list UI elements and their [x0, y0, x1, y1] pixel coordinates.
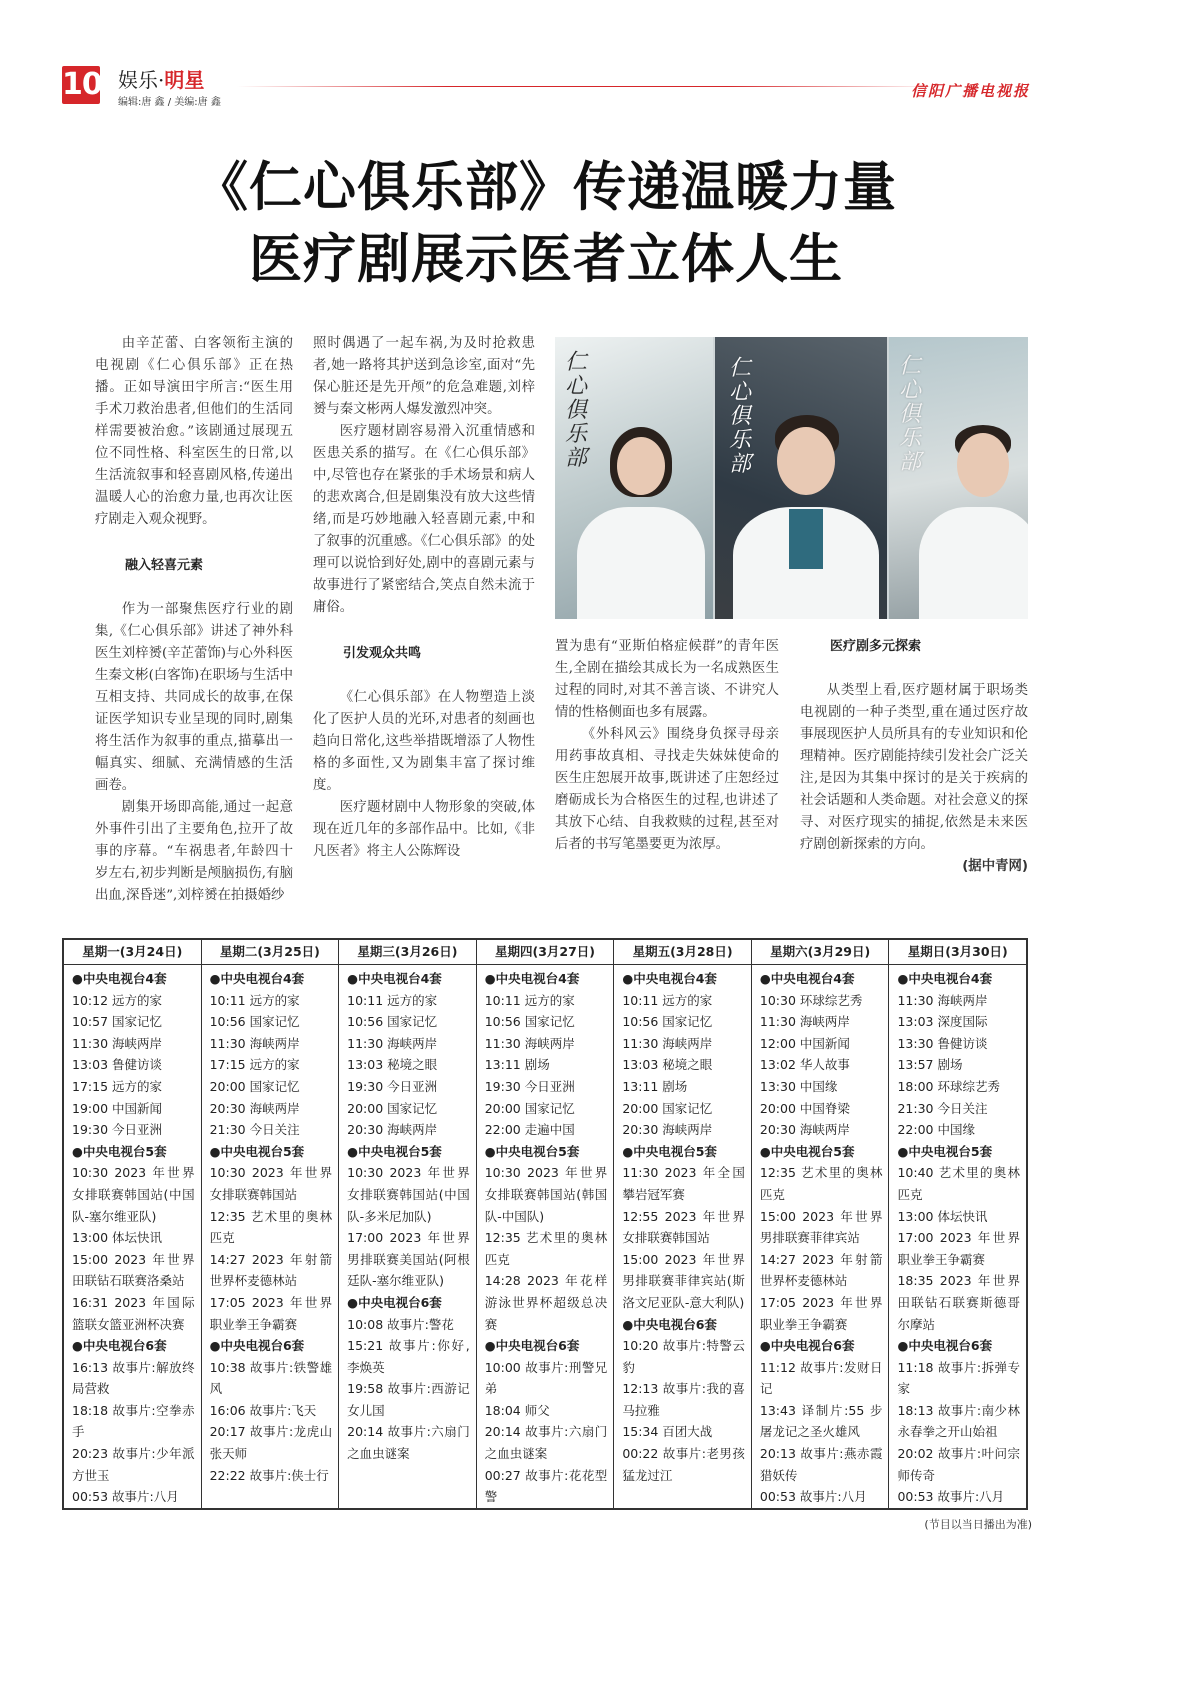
program-entry: 10:40 艺术里的奥林匹克 — [897, 1165, 1021, 1202]
program-entry: 20:00 国家记忆 — [347, 1100, 438, 1116]
program-entry: 10:20 故事片:特警云豹 — [622, 1338, 745, 1375]
schedule-day-column — [202, 940, 340, 1508]
program-entry: 13:11 剧场 — [622, 1078, 688, 1094]
program-entry: 13:03 深度国际 — [897, 1014, 988, 1030]
poster-title: 仁心俱乐部 — [729, 356, 752, 477]
program-entry: 00:53 故事片:八月 — [897, 1489, 1005, 1505]
article-paragraph: 照时偶遇了一起车祸,为及时抢救患者,她一路将其护送到急诊室,面对“先保心脏还是先开颅”的危急难题,刘梓赟与秦文彬两人爆发激烈冲突。 — [313, 336, 535, 417]
article-column-2 — [313, 333, 535, 863]
program-entry: 20:00 国家记忆 — [209, 1078, 300, 1094]
section-name: 娱乐 — [118, 68, 158, 92]
channel-heading: ●中央电视台6套 — [759, 1338, 855, 1354]
program-entry: 10:56 国家记忆 — [347, 1014, 438, 1030]
program-entry: 10:11 远方的家 — [209, 992, 300, 1008]
program-entry: 10:30 2023 年世界女排联赛韩国站(韩国队-中国队) — [484, 1165, 608, 1224]
program-entry: 18:04 师父 — [484, 1402, 550, 1418]
program-entry: 13:00 体坛快讯 — [72, 1230, 162, 1246]
program-entry: 20:30 海峡两岸 — [347, 1122, 438, 1138]
schedule-day-column — [339, 940, 477, 1508]
program-entry: 19:30 今日亚洲 — [72, 1122, 162, 1138]
program-entry: 11:30 海峡两岸 — [209, 1035, 300, 1051]
program-entry: 11:12 故事片:发财日记 — [759, 1359, 883, 1397]
article-column-4 — [800, 636, 1028, 878]
program-entry: 00:53 故事片:八月 — [72, 1489, 179, 1505]
schedule-footnote: (节目以当日播出为准) — [924, 1518, 1032, 1531]
headline-line-1: 《仁心俱乐部》传递温暖力量 — [195, 157, 897, 218]
article-paragraph: 《外科风云》围绕身负探寻母亲用药事故真相、寻找走失妹妹使命的医生庄恕展开故事,既讲述了庄恕经过磨砺成长为合格医生的过程,也讲述了其放下心结、自我救赎的过程,甚至对后者的书写笔墨要更为浓厚。 — [555, 727, 779, 852]
program-entry: 18:18 故事片:空拳赤手 — [72, 1402, 195, 1440]
program-entry: 13:30 中国缘 — [759, 1078, 838, 1094]
program-entry: 10:08 故事片:警花 — [347, 1316, 454, 1332]
program-entry: 13:03 秘境之眼 — [622, 1057, 713, 1073]
program-entry: 15:00 2023 年世界男排联赛菲律宾站 — [759, 1208, 883, 1246]
channel-heading: ●中央电视台5套 — [72, 1143, 167, 1159]
section-title — [118, 64, 204, 93]
program-entry: 10:30 2023 年世界女排联赛韩国站 — [209, 1165, 333, 1202]
article-paragraph: 剧集开场即高能,通过一起意外事件引出了主要角色,拉开了故事的序幕。“车祸患者,年龄四十岁左右,初步判断是颅脑损伤,有脑出血,深昏迷”,刘梓赟在拍摄婚纱 — [95, 800, 293, 903]
channel-heading: ●中央电视台4套 — [897, 971, 993, 986]
figure-face — [957, 433, 1009, 497]
program-entry: 21:30 今日关注 — [209, 1122, 300, 1138]
program-entry: 17:05 2023 年世界职业拳王争霸赛 — [209, 1294, 333, 1332]
program-entry: 12:00 中国新闻 — [759, 1035, 850, 1051]
schedule-day-column — [614, 940, 752, 1508]
program-entry: 00:27 故事片:花花型警 — [484, 1467, 608, 1505]
program-entry: 11:30 海峡两岸 — [72, 1035, 162, 1051]
article-column-1 — [95, 333, 293, 907]
program-entry: 12:35 艺术里的奥林匹克 — [484, 1230, 608, 1267]
program-entry: 19:00 中国新闻 — [72, 1100, 162, 1116]
program-entry: 10:30 2023 年世界女排联赛韩国站(中国队-塞尔维亚队) — [72, 1165, 195, 1224]
program-entry: 20:23 故事片:少年派方世玉 — [72, 1446, 195, 1483]
schedule-day-header: 星期三(3月26日) — [339, 940, 476, 965]
schedule-day-column — [477, 940, 615, 1508]
article-paragraph: 作为一部聚焦医疗行业的剧集,《仁心俱乐部》讲述了神外科医生刘梓赟(辛芷蕾饰)与心外科医生秦文彬(白客饰)在职场与生活中互相支持、共同成长的故事,在保证医学知识专业呈现的同时,剧集将生活作为叙事的重点,描摹出一幅真实、细腻、充满情感的生活画卷。 — [95, 602, 293, 793]
program-entry: 17:15 远方的家 — [72, 1078, 162, 1094]
program-entry: 20:13 故事片:燕赤霞猎妖传 — [759, 1446, 883, 1483]
poster-panel-3 — [889, 337, 1028, 619]
article-paragraph: 由辛芷蕾、白客领衔主演的电视剧《仁心俱乐部》正在热播。正如导演田宇所言:“医生用手术刀救治患者,但他们的生活同样需要被治愈。”该剧通过展现五位不同性格、科室医生的日常,以生活流叙事和轻喜剧风格,传递出温暖人心的治愈力量,也再次让医疗剧走入观众视野。 — [95, 336, 293, 527]
program-entry: 20:02 故事片:叶问宗师传奇 — [897, 1446, 1021, 1483]
figure-face — [777, 427, 835, 495]
schedule-day-listing — [614, 965, 751, 1486]
channel-heading: ●中央电视台4套 — [622, 971, 717, 986]
schedule-day-listing — [889, 965, 1026, 1508]
schedule-day-listing — [477, 965, 614, 1508]
program-entry: 17:00 2023 年世界职业拳王争霸赛 — [897, 1230, 1021, 1267]
program-entry: 12:55 2023 年世界女排联赛韩国站 — [622, 1208, 745, 1246]
schedule-day-listing — [339, 965, 476, 1465]
schedule-day-header: 星期日(3月30日) — [889, 940, 1026, 965]
poster-panel-1 — [555, 337, 713, 619]
program-entry: 11:30 海峡两岸 — [759, 1014, 850, 1030]
program-entry: 16:13 故事片:解放终局营救 — [72, 1359, 195, 1397]
program-entry: 20:14 故事片:六扇门之血虫谜案 — [347, 1424, 470, 1462]
section-subname: 明星 — [164, 68, 205, 92]
editor-credits: 编辑:唐 鑫 / 美编:唐 鑫 — [118, 97, 221, 108]
drama-poster-photo — [555, 337, 1028, 619]
program-entry: 15:21 故事片:你好,李焕英 — [347, 1338, 470, 1375]
section-separator: · — [158, 68, 165, 92]
program-entry: 22:00 中国缘 — [897, 1122, 975, 1138]
program-entry: 14:27 2023 年射箭世界杯麦德林站 — [209, 1251, 333, 1289]
program-entry: 20:00 中国脊梁 — [759, 1100, 850, 1116]
program-entry: 15:00 2023 年世界男排联赛菲律宾站(斯洛文尼亚队-意大利队) — [622, 1251, 745, 1310]
program-entry: 10:11 远方的家 — [484, 992, 575, 1008]
channel-heading: ●中央电视台4套 — [484, 971, 580, 986]
figure-face — [617, 437, 665, 495]
program-entry: 11:30 海峡两岸 — [484, 1035, 575, 1051]
channel-heading: ●中央电视台5套 — [759, 1143, 855, 1159]
channel-heading: ●中央电视台4套 — [347, 971, 442, 986]
program-entry: 20:00 国家记忆 — [484, 1100, 575, 1116]
channel-heading: ●中央电视台4套 — [209, 971, 305, 986]
program-entry: 15:34 百团大战 — [622, 1424, 713, 1440]
program-entry: 13:57 剧场 — [897, 1057, 963, 1073]
program-entry: 11:30 海峡两岸 — [897, 992, 988, 1008]
article-paragraph: 医疗题材剧中人物形象的突破,体现在近几年的多部作品中。比如,《非凡医者》将主人公陈辉设 — [313, 800, 535, 859]
channel-heading: ●中央电视台6套 — [484, 1338, 580, 1354]
schedule-day-listing — [202, 965, 339, 1486]
channel-heading: ●中央电视台6套 — [347, 1294, 442, 1310]
channel-heading: ●中央电视台6套 — [72, 1338, 167, 1354]
channel-heading: ●中央电视台6套 — [897, 1338, 993, 1354]
program-entry: 18:35 2023 年世界田联钻石联赛斯德哥尔摩站 — [897, 1273, 1021, 1332]
channel-heading: ●中央电视台5套 — [347, 1143, 442, 1159]
program-entry: 20:30 海峡两岸 — [209, 1100, 300, 1116]
program-entry: 11:30 海峡两岸 — [347, 1035, 438, 1051]
schedule-day-header: 星期一(3月24日) — [64, 940, 201, 965]
article-source: (据中青网) — [962, 859, 1028, 874]
schedule-day-column — [752, 940, 890, 1508]
program-entry: 11:30 海峡两岸 — [622, 1035, 713, 1051]
program-entry: 10:30 环球综艺秀 — [759, 992, 863, 1008]
channel-heading: ●中央电视台6套 — [622, 1316, 717, 1332]
program-entry: 10:38 故事片:铁警雄风 — [209, 1359, 333, 1397]
program-entry: 20:00 国家记忆 — [622, 1100, 713, 1116]
program-entry: 16:31 2023 年国际篮联女篮亚洲杯决赛 — [72, 1294, 195, 1332]
newspaper-name: 信阳广播电视报 — [910, 82, 1030, 100]
program-entry: 10:11 远方的家 — [347, 992, 438, 1008]
schedule-day-header: 星期四(3月27日) — [477, 940, 614, 965]
program-entry: 12:35 艺术里的奥林匹克 — [209, 1208, 333, 1246]
program-entry: 22:00 走遍中国 — [484, 1122, 575, 1138]
channel-heading: ●中央电视台5套 — [622, 1143, 717, 1159]
program-entry: 10:56 国家记忆 — [622, 1014, 713, 1030]
channel-heading: ●中央电视台5套 — [484, 1143, 580, 1159]
program-entry: 21:30 今日关注 — [897, 1100, 988, 1116]
program-entry: 13:00 体坛快讯 — [897, 1208, 988, 1224]
program-entry: 20:14 故事片:六扇门之血虫谜案 — [484, 1424, 608, 1462]
program-entry: 18:00 环球综艺秀 — [897, 1078, 1000, 1094]
headline — [62, 152, 1030, 296]
program-entry: 19:58 故事片:西游记女儿国 — [347, 1381, 470, 1418]
article-subhead: 融入轻喜元素 — [125, 558, 204, 573]
schedule-day-listing — [64, 965, 201, 1508]
program-entry: 13:11 剧场 — [484, 1057, 550, 1073]
program-entry: 19:30 今日亚洲 — [484, 1078, 575, 1094]
channel-heading: ●中央电视台5套 — [209, 1143, 305, 1159]
program-entry: 10:11 远方的家 — [622, 992, 713, 1008]
program-entry: 10:56 国家记忆 — [484, 1014, 575, 1030]
program-entry: 17:00 2023 年世界男排联赛美国站(阿根廷队-塞尔维亚队) — [347, 1230, 470, 1289]
schedule-day-column — [64, 940, 202, 1508]
page-header — [62, 62, 1030, 110]
channel-heading: ●中央电视台4套 — [72, 971, 167, 986]
channel-heading: ●中央电视台6套 — [209, 1338, 305, 1354]
schedule-day-header: 星期二(3月25日) — [202, 940, 339, 965]
program-entry: 18:13 故事片:南少林永春拳之开山始祖 — [897, 1402, 1021, 1440]
program-entry: 14:28 2023 年花样游泳世界杯超级总决赛 — [484, 1273, 608, 1332]
article-subhead: 医疗剧多元探索 — [830, 639, 922, 654]
program-entry: 12:35 艺术里的奥林匹克 — [759, 1165, 883, 1202]
figure-scrubs — [789, 509, 823, 569]
poster-title: 仁心俱乐部 — [565, 350, 588, 471]
program-entry: 20:30 海峡两岸 — [622, 1122, 713, 1138]
article-paragraph: 从类型上看,医疗题材属于职场类电视剧的一种子类型,重在通过医疗故事展现医护人员所具有的专业知识和伦理精神。医疗剧能持续引发社会广泛关注,是因为其集中探讨的是关于疾病的社会话题和人类命题。对社会意义的探寻、对医疗现实的捕捉,依然是未来医疗剧创新探索的方向。 — [800, 683, 1028, 852]
program-entry: 00:53 故事片:八月 — [759, 1489, 867, 1505]
figure-coat — [919, 507, 1028, 619]
program-entry: 11:30 2023 年全国攀岩冠军赛 — [622, 1165, 745, 1202]
program-entry: 19:30 今日亚洲 — [347, 1078, 438, 1094]
program-entry: 12:13 故事片:我的喜马拉雅 — [622, 1381, 745, 1418]
poster-title: 仁心俱乐部 — [899, 354, 922, 475]
article-paragraph: 医疗题材剧容易滑入沉重情感和医患关系的描写。在《仁心俱乐部》中,尽管也存在紧张的手术场景和病人的悲欢离合,但是剧集没有放大这些情绪,而是巧妙地融入轻喜剧元素,中和了叙事的沉重感。《仁心俱乐部》的处理可以说恰到好处,剧中的喜剧元素与故事进行了紧密结合,笑点自然未流于庸俗。 — [313, 424, 535, 615]
schedule-day-column — [889, 940, 1026, 1508]
program-entry: 13:02 华人故事 — [759, 1057, 850, 1073]
poster-panel-2 — [715, 337, 887, 619]
article-paragraph: 置为患有“亚斯伯格症候群”的青年医生,全剧在描绘其成长为一名成熟医生过程的同时,对其不善言谈、不讲究人情的性格侧面也多有展露。 — [555, 639, 779, 720]
article-paragraph: 《仁心俱乐部》在人物塑造上淡化了医护人员的光环,对患者的刻画也趋向日常化,这些举措既增添了人物性格的多面性,又为剧集丰富了探讨维度。 — [313, 690, 535, 793]
channel-heading: ●中央电视台4套 — [759, 971, 855, 986]
program-entry: 20:17 故事片:龙虎山张天师 — [209, 1424, 333, 1462]
schedule-day-header: 星期五(3月28日) — [614, 940, 751, 965]
tv-schedule-table — [62, 938, 1028, 1510]
program-entry: 15:00 2023 年世界田联钻石联赛洛桑站 — [72, 1251, 195, 1289]
program-entry: 11:18 故事片:拆弹专家 — [897, 1359, 1021, 1397]
program-entry: 00:22 故事片:老男孩猛龙过江 — [622, 1446, 745, 1483]
program-entry: 13:43 译制片:55 步屠龙记之圣火雄风 — [759, 1402, 883, 1440]
program-entry: 10:00 故事片:刑警兄弟 — [484, 1359, 608, 1397]
program-entry: 10:56 国家记忆 — [209, 1014, 300, 1030]
page-number: 10 — [62, 67, 102, 102]
program-entry: 17:05 2023 年世界职业拳王争霸赛 — [759, 1294, 883, 1332]
program-entry: 17:15 远方的家 — [209, 1057, 300, 1073]
program-entry: 10:57 国家记忆 — [72, 1014, 162, 1030]
article-column-3 — [555, 636, 779, 856]
program-entry: 13:30 鲁健访谈 — [897, 1035, 988, 1051]
program-entry: 22:22 故事片:侠士行 — [209, 1467, 329, 1483]
program-entry: 16:06 故事片:飞天 — [209, 1402, 317, 1418]
program-entry: 13:03 鲁健访谈 — [72, 1057, 162, 1073]
channel-heading: ●中央电视台5套 — [897, 1143, 993, 1159]
program-entry: 10:12 远方的家 — [72, 992, 162, 1008]
header-divider — [237, 86, 937, 87]
program-entry: 13:03 秘境之眼 — [347, 1057, 438, 1073]
figure-coat — [577, 507, 705, 619]
schedule-day-header: 星期六(3月29日) — [752, 940, 889, 965]
headline-line-2: 医疗剧展示医者立体人生 — [249, 229, 843, 290]
program-entry: 14:27 2023 年射箭世界杯麦德林站 — [759, 1251, 883, 1289]
program-entry: 10:30 2023 年世界女排联赛韩国站(中国队-多米尼加队) — [347, 1165, 470, 1224]
schedule-day-listing — [752, 965, 889, 1508]
article-subhead: 引发观众共鸣 — [343, 646, 422, 661]
program-entry: 20:30 海峡两岸 — [759, 1122, 850, 1138]
